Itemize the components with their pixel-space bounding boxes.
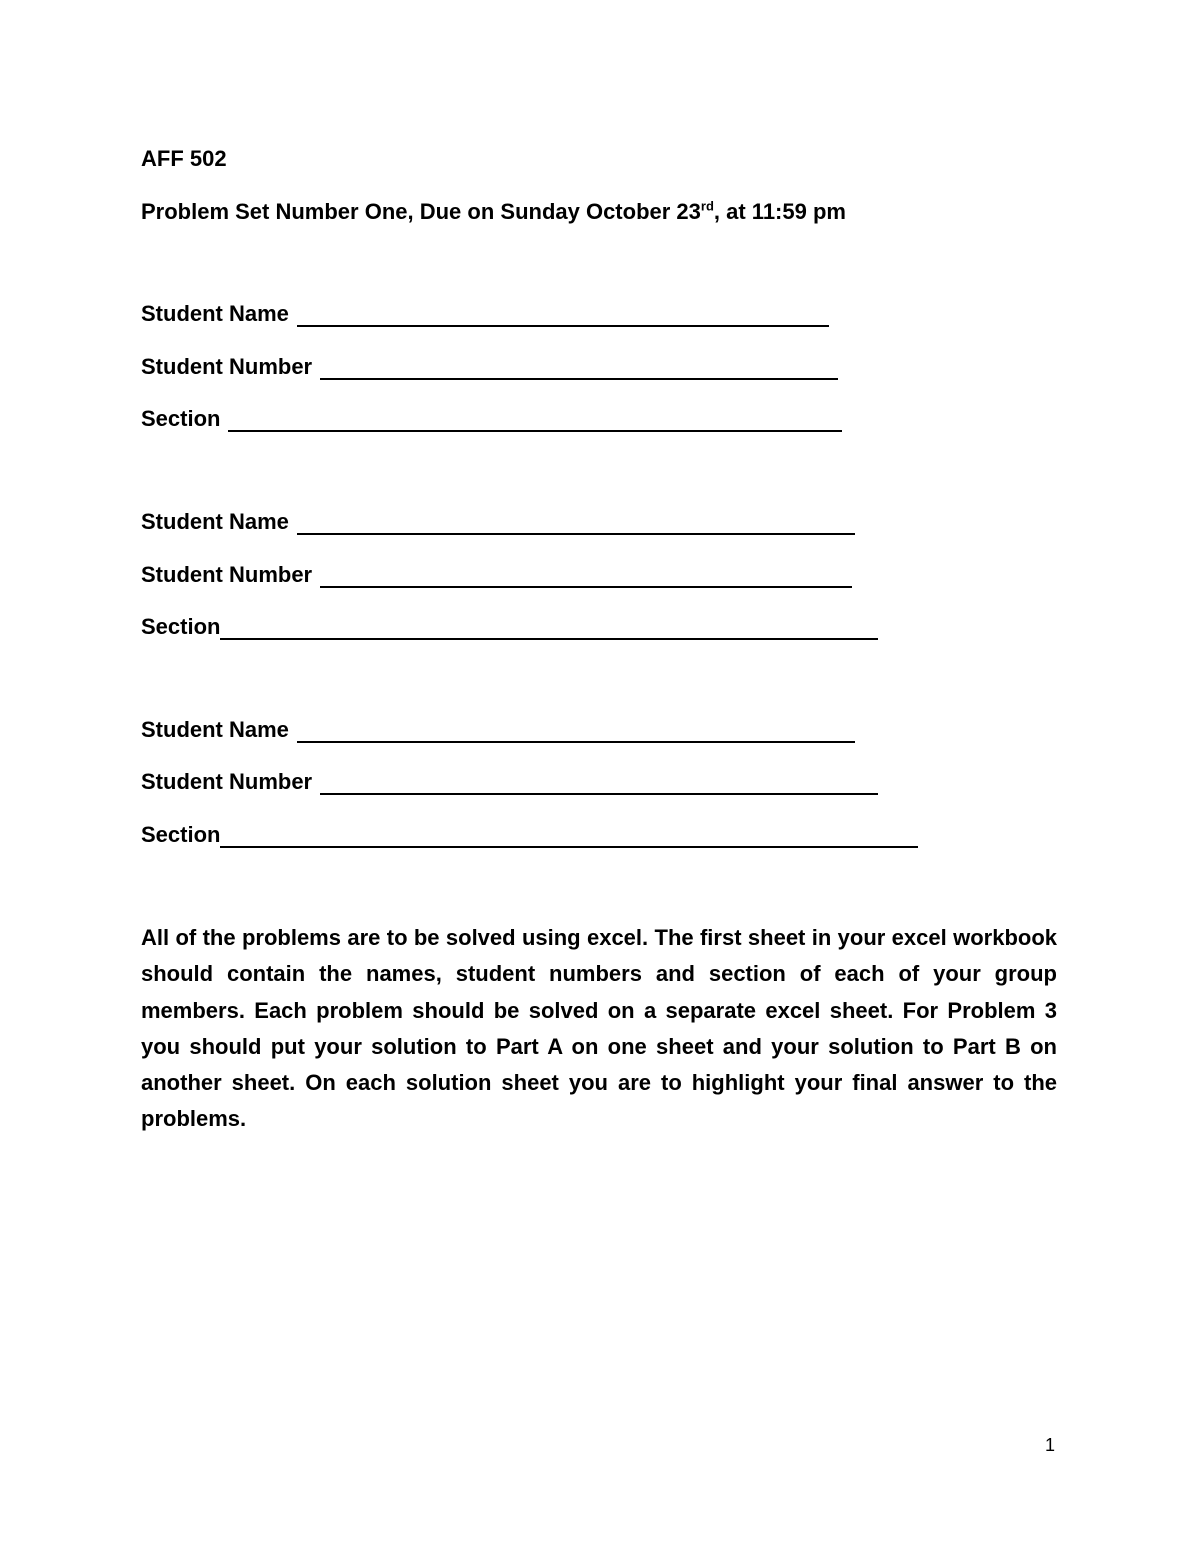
- student-number-blank[interactable]: [320, 356, 838, 380]
- section-field-1: [141, 405, 842, 433]
- student-number-field-3: [141, 768, 878, 796]
- problem-set-title: Problem Set Number One, Due on Sunday October 23: [141, 199, 701, 224]
- student-number-blank[interactable]: [320, 564, 852, 588]
- student-name-label: Student Name: [141, 717, 289, 742]
- student-number-label: Student Number: [141, 354, 313, 379]
- section-label: Section: [141, 822, 221, 847]
- student-number-blank[interactable]: [320, 771, 878, 795]
- student-name-label: Student Name: [141, 509, 289, 534]
- section-field-3: [141, 821, 918, 849]
- student-number-label: Student Number: [141, 769, 313, 794]
- student-name-field-2: [141, 508, 855, 536]
- section-blank[interactable]: [228, 408, 842, 432]
- student-name-field-1: [141, 300, 829, 328]
- student-name-blank[interactable]: [297, 511, 855, 535]
- student-name-blank[interactable]: [297, 303, 829, 327]
- section-field-2: [141, 613, 878, 641]
- student-name-label: Student Name: [141, 301, 289, 326]
- section-label: Section: [141, 406, 221, 431]
- course-code: AFF 502: [141, 146, 227, 171]
- student-number-field-1: [141, 353, 838, 381]
- section-label: Section: [141, 614, 221, 639]
- problem-set-heading: [141, 198, 846, 226]
- section-blank[interactable]: [220, 616, 878, 640]
- student-name-field-3: [141, 716, 855, 744]
- page-number: 1: [1045, 1435, 1056, 1455]
- student-name-blank[interactable]: [297, 719, 855, 743]
- date-suffix: rd: [700, 198, 714, 214]
- student-number-field-2: [141, 561, 852, 589]
- section-blank[interactable]: [220, 824, 918, 848]
- due-time: , at 11:59 pm: [713, 199, 846, 224]
- student-number-label: Student Number: [141, 562, 313, 587]
- instructions-paragraph: All of the problems are to be solved using excel. The first sheet in your excel workbook should contain the names, student numbers and section of each of your group members. Each problem should be solved on a separate excel sheet. For Problem 3 you should put your solution to Part A on one sheet and your solution to Part B on another sheet. On each solution sheet you are to highlight your final answer to the problems.: [141, 925, 1057, 1132]
